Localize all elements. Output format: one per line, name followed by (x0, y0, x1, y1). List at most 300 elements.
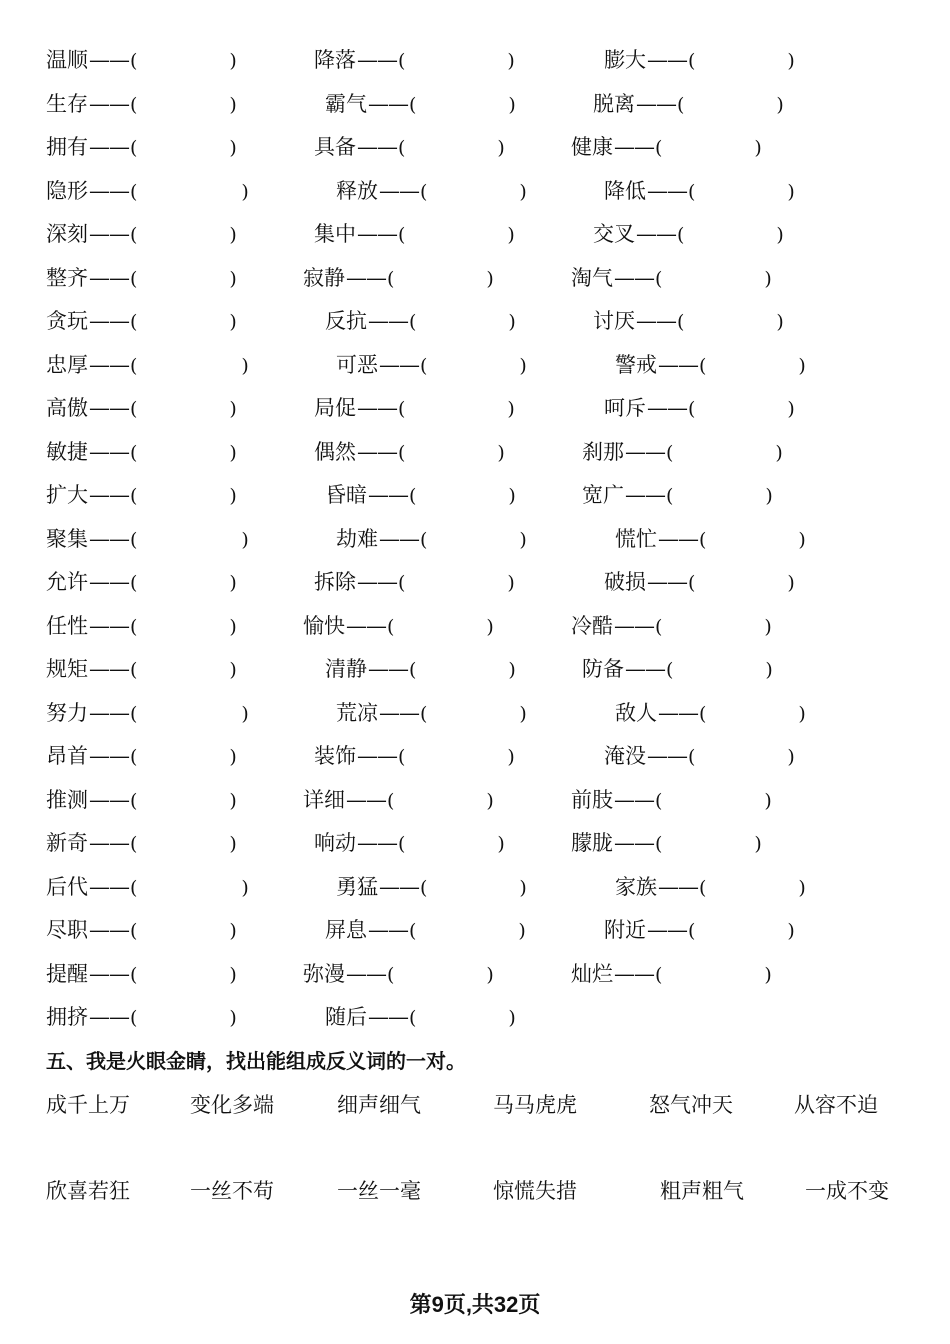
open-paren: ( (398, 441, 406, 464)
open-paren: ( (130, 528, 138, 551)
word: 健康 (571, 135, 613, 159)
word: 努力 (46, 700, 88, 725)
close-paren: ) (798, 876, 806, 899)
open-paren: ( (130, 180, 138, 203)
dash: —— (357, 744, 397, 768)
word-item (46, 432, 237, 472)
word-item (46, 345, 249, 385)
word: 防备 (582, 657, 624, 681)
word-row (0, 736, 950, 776)
word-item (582, 649, 773, 689)
word-item (615, 345, 806, 385)
close-paren: ) (764, 615, 772, 638)
dash: —— (89, 265, 129, 290)
close-paren: ) (229, 137, 237, 159)
close-paren: ) (508, 311, 516, 333)
word: 释放 (336, 178, 378, 203)
dash: —— (636, 309, 676, 333)
word-item (336, 519, 527, 559)
dash: —— (379, 352, 419, 377)
open-paren: ( (699, 876, 707, 899)
word: 拥挤 (46, 1005, 88, 1029)
word: 局促 (314, 396, 356, 420)
word-item (314, 736, 515, 776)
dash: —— (368, 309, 408, 333)
word-item (325, 301, 516, 341)
open-paren: ( (130, 833, 138, 855)
close-paren: ) (497, 833, 505, 855)
close-paren: ) (507, 50, 515, 72)
word: 前肢 (571, 787, 613, 812)
close-paren: ) (229, 50, 237, 72)
open-paren: ( (699, 702, 707, 725)
dash: —— (357, 48, 397, 72)
dash: —— (89, 135, 129, 159)
idiom-row-2 (0, 1171, 950, 1211)
close-paren: ) (508, 485, 516, 507)
close-paren: ) (798, 354, 806, 377)
open-paren: ( (420, 180, 428, 203)
open-paren: ( (130, 441, 138, 464)
open-paren: ( (130, 702, 138, 725)
dash: —— (647, 918, 687, 942)
open-paren: ( (398, 572, 406, 594)
open-paren: ( (398, 746, 406, 768)
dash: —— (636, 91, 676, 116)
word-row (0, 910, 950, 950)
word-item (46, 736, 237, 776)
dash: —— (357, 222, 397, 246)
dash: —— (625, 657, 665, 681)
dash: —— (89, 1005, 129, 1029)
word-item (46, 475, 237, 515)
word: 装饰 (314, 744, 356, 768)
word-item (571, 780, 772, 820)
word-item (604, 40, 795, 80)
dash: —— (614, 787, 654, 812)
section-title: 五、我是火眼金睛，找出能组成反义词的一对。 (46, 1049, 466, 1073)
word: 深刻 (46, 222, 88, 246)
open-paren: ( (655, 833, 663, 855)
dash: —— (647, 178, 687, 203)
word-item (314, 388, 515, 428)
dash: —— (368, 91, 408, 116)
close-paren: ) (241, 180, 249, 203)
dash: —— (89, 352, 129, 377)
word-item (571, 606, 772, 646)
word: 家族 (615, 874, 657, 899)
word: 拥有 (46, 135, 88, 159)
dash: —— (89, 309, 129, 333)
word-item (46, 40, 237, 80)
dash: —— (89, 744, 129, 768)
word: 灿烂 (571, 961, 613, 986)
close-paren: ) (241, 354, 249, 377)
word-item (314, 127, 505, 167)
close-paren: ) (787, 572, 795, 594)
idiom-item: 惊慌失措 (493, 1179, 577, 1203)
dash: —— (647, 570, 687, 594)
word-item (46, 127, 237, 167)
word: 反抗 (325, 309, 367, 333)
close-paren: ) (229, 485, 237, 507)
close-paren: ) (229, 1007, 237, 1029)
open-paren: ( (666, 659, 674, 681)
close-paren: ) (508, 93, 516, 116)
word: 昂首 (46, 744, 88, 768)
word-item (582, 432, 783, 472)
word-item (336, 345, 527, 385)
open-paren: ( (130, 920, 138, 942)
close-paren: ) (764, 963, 772, 986)
dash: —— (379, 874, 419, 899)
word-item (314, 432, 505, 472)
close-paren: ) (229, 398, 237, 420)
dash: —— (346, 787, 386, 812)
word-item (604, 171, 795, 211)
dash: —— (357, 439, 397, 464)
close-paren: ) (508, 1007, 516, 1029)
word: 荒凉 (336, 700, 378, 725)
dash: —— (658, 874, 698, 899)
close-paren: ) (754, 137, 762, 159)
idiom-item: 成千上万 (46, 1093, 130, 1117)
word: 宽广 (582, 483, 624, 507)
word-item (593, 214, 784, 254)
word: 寂静 (303, 265, 345, 290)
word-row (0, 954, 950, 994)
word-item (46, 301, 237, 341)
close-paren: ) (229, 572, 237, 594)
word: 脱离 (593, 91, 635, 116)
dash: —— (89, 178, 129, 203)
word-item (571, 823, 762, 863)
open-paren: ( (130, 615, 138, 638)
open-paren: ( (130, 659, 138, 681)
word-item (46, 258, 237, 298)
word-row (0, 84, 950, 124)
word-row (0, 649, 950, 689)
dash: —— (89, 222, 129, 246)
word: 清静 (325, 657, 367, 681)
open-paren: ( (655, 963, 663, 986)
close-paren: ) (229, 93, 237, 116)
close-paren: ) (229, 659, 237, 681)
word: 忠厚 (46, 352, 88, 377)
dash: —— (89, 613, 129, 638)
word-row (0, 345, 950, 385)
word: 淹没 (604, 744, 646, 768)
dash: —— (346, 613, 386, 638)
word: 附近 (604, 918, 646, 942)
dash: —— (379, 178, 419, 203)
close-paren: ) (241, 702, 249, 725)
open-paren: ( (420, 876, 428, 899)
word-item (325, 84, 516, 124)
open-paren: ( (420, 354, 428, 377)
word: 降落 (314, 48, 356, 72)
idiom-item: 怒气冲天 (649, 1093, 733, 1117)
close-paren: ) (519, 180, 527, 203)
close-paren: ) (519, 354, 527, 377)
open-paren: ( (688, 572, 696, 594)
word-row (0, 867, 950, 907)
dash: —— (625, 439, 665, 464)
word-item (604, 388, 795, 428)
word-row (0, 388, 950, 428)
word-item (314, 823, 505, 863)
close-paren: ) (765, 659, 773, 681)
word: 详细 (303, 787, 345, 812)
open-paren: ( (387, 615, 395, 638)
open-paren: ( (398, 398, 406, 420)
dash: —— (614, 265, 654, 290)
word-row (0, 780, 950, 820)
open-paren: ( (130, 572, 138, 594)
word: 拆除 (314, 570, 356, 594)
open-paren: ( (130, 137, 138, 159)
close-paren: ) (486, 963, 494, 986)
close-paren: ) (486, 615, 494, 638)
word-item (46, 867, 249, 907)
word: 高傲 (46, 396, 88, 420)
close-paren: ) (241, 528, 249, 551)
idiom-item: 马马虎虎 (493, 1093, 577, 1117)
open-paren: ( (688, 746, 696, 768)
close-paren: ) (776, 93, 784, 116)
dash: —— (614, 961, 654, 986)
dash: —— (89, 483, 129, 507)
word-item (303, 954, 494, 994)
dash: —— (89, 48, 129, 72)
word: 敏捷 (46, 439, 88, 464)
close-paren: ) (754, 833, 762, 855)
word-row (0, 214, 950, 254)
open-paren: ( (130, 485, 138, 507)
word-row (0, 693, 950, 733)
dash: —— (89, 91, 129, 116)
word-item (46, 214, 237, 254)
open-paren: ( (409, 920, 417, 942)
word-item (325, 910, 526, 950)
word: 随后 (325, 1005, 367, 1029)
open-paren: ( (387, 267, 395, 290)
word-item (46, 997, 237, 1037)
word: 提醒 (46, 961, 88, 986)
dash: —— (89, 700, 129, 725)
open-paren: ( (387, 963, 395, 986)
word: 霸气 (325, 91, 367, 116)
close-paren: ) (229, 224, 237, 246)
word-item (325, 997, 516, 1037)
word-item (46, 388, 237, 428)
word-item (46, 562, 237, 602)
word-item (46, 84, 237, 124)
open-paren: ( (688, 50, 696, 72)
word: 任性 (46, 613, 88, 638)
dash: —— (658, 352, 698, 377)
word: 可恶 (336, 352, 378, 377)
word-item (303, 258, 494, 298)
close-paren: ) (507, 572, 515, 594)
idiom-item: 变化多端 (190, 1093, 274, 1117)
word: 整齐 (46, 265, 88, 290)
open-paren: ( (409, 1007, 417, 1029)
open-paren: ( (130, 267, 138, 290)
word-row (0, 606, 950, 646)
dash: —— (89, 439, 129, 464)
dash: —— (357, 831, 397, 855)
dash: —— (357, 396, 397, 420)
word: 屏息 (325, 918, 367, 942)
close-paren: ) (798, 528, 806, 551)
open-paren: ( (655, 789, 663, 812)
open-paren: ( (387, 789, 395, 812)
word-item (336, 867, 527, 907)
open-paren: ( (699, 528, 707, 551)
open-paren: ( (420, 528, 428, 551)
open-paren: ( (677, 93, 685, 116)
dash: —— (647, 744, 687, 768)
dash: —— (89, 526, 129, 551)
open-paren: ( (409, 93, 417, 116)
word: 允许 (46, 570, 88, 594)
dash: —— (379, 700, 419, 725)
close-paren: ) (229, 615, 237, 638)
close-paren: ) (776, 224, 784, 246)
close-paren: ) (229, 789, 237, 812)
close-paren: ) (229, 746, 237, 768)
close-paren: ) (229, 311, 237, 333)
word-item (604, 562, 795, 602)
word-row (0, 519, 950, 559)
close-paren: ) (519, 876, 527, 899)
word-item (325, 649, 516, 689)
close-paren: ) (519, 702, 527, 725)
word-row (0, 432, 950, 472)
close-paren: ) (497, 137, 505, 159)
open-paren: ( (699, 354, 707, 377)
word-item (303, 780, 494, 820)
word: 慌忙 (615, 526, 657, 551)
word: 隐形 (46, 178, 88, 203)
open-paren: ( (130, 876, 138, 899)
word-item (46, 649, 237, 689)
word-item (571, 954, 772, 994)
word-item (571, 127, 762, 167)
close-paren: ) (765, 485, 773, 507)
open-paren: ( (398, 137, 406, 159)
close-paren: ) (787, 746, 795, 768)
open-paren: ( (677, 224, 685, 246)
word-item (571, 258, 772, 298)
word-item (46, 780, 237, 820)
word-row (0, 171, 950, 211)
open-paren: ( (130, 963, 138, 986)
word: 敌人 (615, 700, 657, 725)
open-paren: ( (398, 224, 406, 246)
word: 降低 (604, 178, 646, 203)
close-paren: ) (519, 528, 527, 551)
word-row (0, 258, 950, 298)
word-item (46, 606, 237, 646)
close-paren: ) (229, 441, 237, 464)
close-paren: ) (508, 659, 516, 681)
dash: —— (368, 918, 408, 942)
close-paren: ) (241, 876, 249, 899)
close-paren: ) (764, 789, 772, 812)
word-row (0, 997, 950, 1037)
close-paren: ) (486, 267, 494, 290)
open-paren: ( (130, 746, 138, 768)
idiom-item: 粗声粗气 (660, 1179, 744, 1203)
close-paren: ) (798, 702, 806, 725)
dash: —— (346, 265, 386, 290)
dash: —— (379, 526, 419, 551)
close-paren: ) (229, 920, 237, 942)
close-paren: ) (775, 441, 783, 464)
dash: —— (658, 526, 698, 551)
word: 愉快 (303, 613, 345, 638)
dash: —— (614, 613, 654, 638)
word-item (325, 475, 516, 515)
dash: —— (368, 657, 408, 681)
word: 警戒 (615, 352, 657, 377)
word-item (46, 693, 249, 733)
open-paren: ( (688, 920, 696, 942)
dash: —— (368, 483, 408, 507)
word: 贪玩 (46, 309, 88, 333)
close-paren: ) (507, 398, 515, 420)
word-item (46, 954, 237, 994)
word: 淘气 (571, 265, 613, 290)
dash: —— (614, 135, 654, 159)
word: 温顺 (46, 48, 88, 72)
word-item (46, 171, 249, 211)
open-paren: ( (409, 659, 417, 681)
word: 集中 (314, 222, 356, 246)
close-paren: ) (229, 833, 237, 855)
word-item (46, 910, 237, 950)
open-paren: ( (655, 267, 663, 290)
word: 呵斥 (604, 396, 646, 420)
word: 后代 (46, 874, 88, 899)
idiom-item: 细声细气 (337, 1093, 421, 1117)
close-paren: ) (486, 789, 494, 812)
open-paren: ( (130, 93, 138, 116)
open-paren: ( (130, 224, 138, 246)
word: 生存 (46, 91, 88, 116)
idiom-item: 一成不变 (805, 1179, 889, 1203)
word-item (303, 606, 494, 646)
word: 响动 (314, 831, 356, 855)
dash: —— (658, 700, 698, 725)
word: 破损 (604, 570, 646, 594)
close-paren: ) (507, 746, 515, 768)
word-item (604, 910, 795, 950)
word-row (0, 475, 950, 515)
word-item (46, 519, 249, 559)
dash: —— (89, 570, 129, 594)
open-paren: ( (666, 441, 674, 464)
word: 弥漫 (303, 961, 345, 986)
idiom-item: 一丝一毫 (337, 1179, 421, 1203)
word-item (615, 693, 806, 733)
open-paren: ( (688, 180, 696, 203)
idiom-item: 一丝不苟 (190, 1179, 274, 1203)
word: 具备 (314, 135, 356, 159)
close-paren: ) (764, 267, 772, 290)
